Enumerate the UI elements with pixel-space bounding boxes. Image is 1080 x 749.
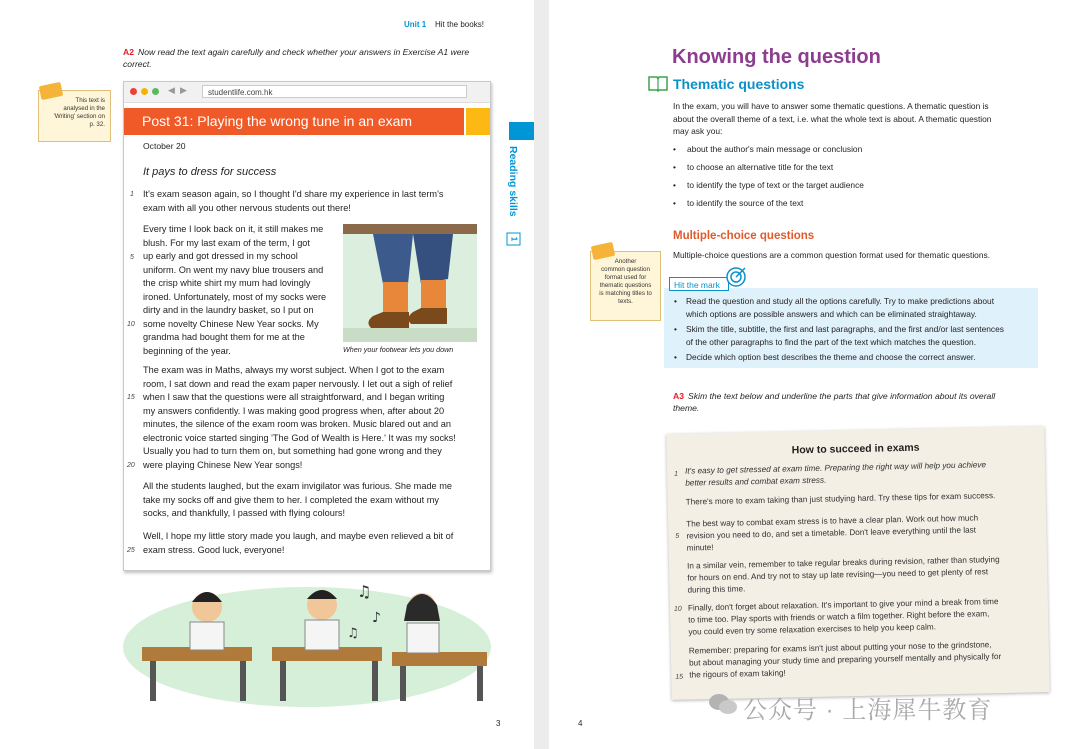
bullet-item: • about the author's main message or conclusion xyxy=(673,144,863,154)
text-line: There's more to exam taking than just studying hard. Try these tips for exam success. xyxy=(685,491,996,507)
text-line: the crisp white shirt my mum had lovingly xyxy=(143,278,311,288)
text-line: the rigours of exam taking! xyxy=(689,668,786,680)
article-para-5 xyxy=(688,595,1044,639)
article-title: How to succeed in exams xyxy=(791,441,920,457)
text-line: room, I sat down and read the exam paper nervously. I let out a sigh of relief xyxy=(143,378,453,389)
paragraph-2 xyxy=(143,223,343,358)
note-line: 'Writing' section on xyxy=(53,113,105,120)
text-line: In a similar vein, remember to take regular breaks during revision, rather than studying xyxy=(686,555,1000,571)
thematic-heading: Thematic questions xyxy=(673,76,805,92)
text-line: were playing Chinese New Year songs! xyxy=(143,459,303,470)
bullet-item: • to identify the type of text or the target audience xyxy=(673,180,864,190)
text-line: grandma had bought them for me at the xyxy=(143,332,305,342)
text-line: some novelty Chinese New Year socks. My xyxy=(143,318,319,329)
line-number: 1 xyxy=(130,191,134,198)
article-para-2 xyxy=(686,489,1041,509)
text-line: for hours on end. And try not to stay up late revising—you need to get plenty of rest xyxy=(687,567,989,583)
svg-text:♫: ♫ xyxy=(347,626,359,641)
bullet-item: • to choose an alternative title for the text xyxy=(673,162,834,172)
text-line: you could even try some relaxation exercises to help you keep calm. xyxy=(688,622,937,637)
note-line: format used for xyxy=(604,274,647,281)
paragraph-4 xyxy=(143,480,488,521)
post-date: October 20 xyxy=(143,141,186,151)
text-line: may ask you: xyxy=(673,126,723,136)
watermark: 公众号 · 上海犀牛教育 xyxy=(743,697,993,724)
line-number: 20 xyxy=(127,462,135,469)
article-para-1 xyxy=(685,458,1040,490)
chapter-number: 1 xyxy=(507,233,521,246)
task-a2-label: A2 xyxy=(123,47,134,57)
hit-mark-box xyxy=(664,288,1038,368)
svg-text:♫: ♫ xyxy=(357,582,372,601)
text-line: In the exam, you will have to answer some thematic questions. A thematic question is xyxy=(673,101,989,111)
line-number: 10 xyxy=(127,321,135,328)
text-line: It's easy to get stressed at exam time. Preparing the right way will help you achieve xyxy=(684,460,987,476)
book-icon xyxy=(647,74,669,92)
text-line: The best way to combat exam stress is to have a clear plan. Work out how much xyxy=(686,513,979,529)
text-line: beginning of the year. xyxy=(143,345,231,356)
close-dot-icon xyxy=(130,88,137,95)
section-tab xyxy=(509,122,534,140)
note-line: thematic questions xyxy=(599,282,652,289)
text-line: but about managing your study time and preparing yourself mentally and physically for xyxy=(688,652,1002,668)
hit-item: • Read the question and study all the options carefully. Try to make predictions about which options are possible answers and which can be eliminated straightaway. xyxy=(674,296,995,319)
paragraph-1 xyxy=(143,188,483,215)
text-line: revision you need to do, and set a timetable. Don't leave everything until the last xyxy=(686,525,977,541)
text-line: electronic voice started singing 'The God of Wealth is Here.' It was my socks! xyxy=(143,432,456,443)
text-line: Finally, don't forget about relaxation. It's important to give your mind a break from time xyxy=(687,597,999,613)
page-title: Knowing the question xyxy=(672,46,881,68)
line-number: 1 xyxy=(674,470,679,478)
minimize-dot-icon xyxy=(141,88,148,95)
text-line: Usually you had to turn them on, but something had gone wrong and they xyxy=(143,446,442,456)
text-line: socks, and thankfully, I passed with flying colours! xyxy=(143,508,346,518)
hit-item: • Decide which option best describes the theme and choose the correct answer. xyxy=(674,352,976,362)
page-number-right: 4 xyxy=(578,719,583,728)
note-line: Another xyxy=(614,258,637,265)
note-line: p. 32. xyxy=(89,121,105,128)
paragraph-3 xyxy=(143,364,488,472)
text-line: when I saw that the questions were all straightforward, and I began writing xyxy=(143,392,445,402)
note-line: common question xyxy=(601,266,650,273)
url-bar: studentlife.com.hk xyxy=(202,85,467,98)
text-line: ironed. Unfortunately, most of my socks were xyxy=(143,291,327,302)
title-accent xyxy=(466,108,490,135)
line-number: 15 xyxy=(675,673,684,681)
text-line: exam stress. Good luck, everyone! xyxy=(143,544,285,555)
side-note-matching xyxy=(590,251,661,321)
text-line: minutes, the silence of the exam room was broken. Music blared out and an xyxy=(143,419,451,429)
target-icon xyxy=(725,266,747,288)
text-line: uniform. On went my navy blue trousers and xyxy=(143,264,324,275)
line-number: 15 xyxy=(127,394,135,401)
reading-skills-label: Reading skills xyxy=(507,146,519,217)
line-number: 25 xyxy=(127,547,135,554)
task-a3 xyxy=(673,390,1043,414)
note-line: analysed in the xyxy=(63,105,105,112)
task-a2-text: Now read the text again carefully and check whether your answers in Exercise A1 were correct. xyxy=(123,47,470,69)
note-line: This text is xyxy=(75,97,105,104)
bullet-item: • to identify the source of the text xyxy=(673,198,804,208)
text-line: theme. xyxy=(673,403,700,413)
wechat-icon xyxy=(707,691,739,717)
text-line: It's exam season again, so I thought I'd share my experience in last term's xyxy=(143,189,444,199)
left-page xyxy=(0,0,534,749)
text-line: about the overall theme of a text, i.e. what the whole text is about. A thematic question xyxy=(673,113,992,124)
text-line: take my socks off and give them to her. I completed the exam without my xyxy=(143,494,440,505)
right-page xyxy=(549,0,1080,749)
task-a2 xyxy=(123,46,493,70)
task-a3-label: A3 xyxy=(673,391,684,401)
socks-illustration xyxy=(343,224,477,342)
line-number: 5 xyxy=(130,254,134,261)
forward-arrow-icon: ▶ xyxy=(180,85,187,95)
line-number: 10 xyxy=(673,605,682,613)
text-line: The exam was in Maths, always my worst subject. When I got to the exam xyxy=(143,365,445,375)
text-line: Skim the text below and underline the parts that give information about its overall xyxy=(688,391,996,401)
text-line: All the students laughed, but the exam invigilator was furious. She made me xyxy=(143,481,452,491)
text-line: my answers confidently. I was making good progress when, after about 20 xyxy=(143,405,445,416)
text-line: blush. For my last exam of the term, I got xyxy=(143,237,310,248)
text-line: Every time I look back on it, it still makes me xyxy=(143,224,324,234)
article-para-6 xyxy=(689,638,1045,682)
text-line: dirty and in the laundry basket, so I put on xyxy=(143,305,314,315)
svg-text:♪: ♪ xyxy=(372,610,381,626)
page-number-left: 3 xyxy=(496,719,501,728)
line-number: 5 xyxy=(675,532,680,540)
hit-mark-label: Hit the mark xyxy=(669,277,729,291)
text-line: during this time. xyxy=(687,584,746,595)
unit-title: Hit the books! xyxy=(435,20,484,29)
browser-window xyxy=(123,81,491,571)
browser-toolbar xyxy=(124,82,490,103)
back-arrow-icon: ◀ xyxy=(168,85,175,95)
exam-room-illustration xyxy=(122,577,492,707)
article-para-4 xyxy=(687,553,1043,597)
hit-item: • Skim the title, subtitle, the first and last paragraphs, and the first and/or last sentences of the other paragraphs to find the part of the text which matches the question. xyxy=(674,324,1004,347)
post-title: Post 31: Playing the wrong tune in an exam xyxy=(124,108,464,135)
article-para-3 xyxy=(686,511,1042,555)
note-line: is matching titles to xyxy=(599,290,652,297)
mc-heading: Multiple-choice questions xyxy=(673,230,815,242)
text-line: to time too. Play sports with friends or watch a film together. Right before the exam, xyxy=(688,609,990,625)
mc-text: Multiple-choice questions are a common question format used for thematic questions. xyxy=(673,250,991,260)
text-line: exam with all you other nervous students out there! xyxy=(143,202,351,213)
text-line: better results and combat exam stress. xyxy=(685,475,827,488)
note-line: texts. xyxy=(618,298,633,305)
image-caption: When your footwear lets you down xyxy=(343,345,454,354)
text-line: up early and got dressed in my school xyxy=(143,251,298,261)
post-subtitle: It pays to dress for success xyxy=(143,166,277,178)
thematic-bullets xyxy=(673,140,864,212)
thematic-intro xyxy=(673,100,1043,138)
text-line: minute! xyxy=(686,543,714,553)
text-line: Remember: preparing for exams isn't just about putting your nose to the grindstone, xyxy=(688,640,992,656)
unit-label: Unit 1 xyxy=(404,20,427,29)
paragraph-5 xyxy=(143,530,488,557)
maximize-dot-icon xyxy=(152,88,159,95)
text-line: Well, I hope my little story made you laugh, and maybe even relieved a bit of xyxy=(143,531,454,541)
article-paper xyxy=(666,426,1049,700)
